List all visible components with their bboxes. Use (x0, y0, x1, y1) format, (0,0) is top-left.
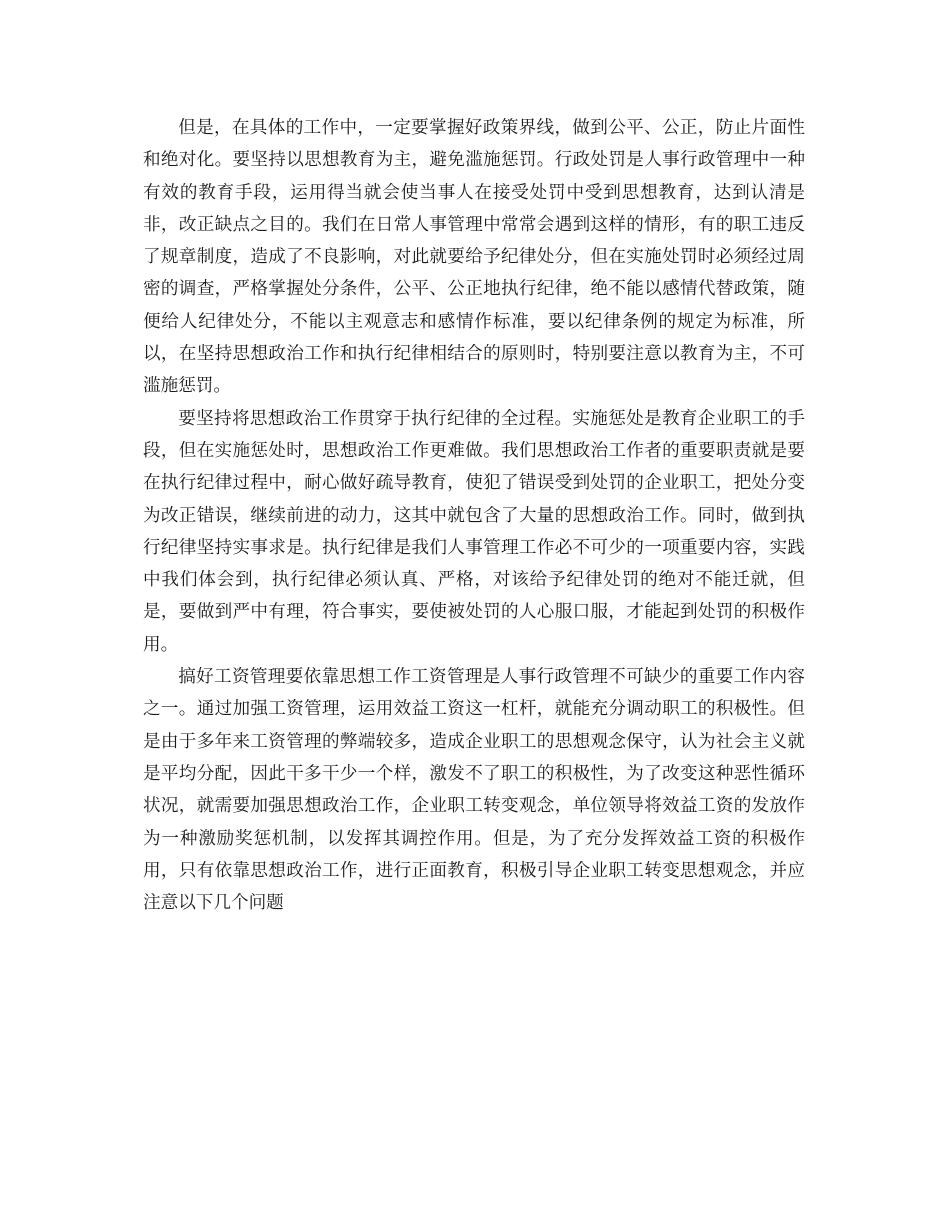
paragraph-1: 但是，在具体的工作中，一定要掌握好政策界线，做到公平、公正，防止片面性和绝对化。要坚持以思想教育为主，避免滥施惩罚。行政处罚是人事行政管理中一种有效的教育手段，运用得当就会使当事人在接受处罚中受到思想教育，达到认清是非，改正缺点之目的。我们在日常人事管理中常常会遇到这样的情形，有的职工违反了规章制度，造成了不良影响，对此就要给予纪律处分，但在实施处罚时必须经过周密的调查，严格掌握处分条件，公平、公正地执行纪律，绝不能以感情代替政策，随便给人纪律处分，不能以主观意志和感情作标准，要以纪律条例的规定为标准，所以，在坚持思想政治工作和执行纪律相结合的原则时，特别要注意以教育为主，不可滥施惩罚。 (143, 118, 805, 397)
paragraph-3: 搞好工资管理要依靠思想工作工资管理是人事行政管理不可缺少的重要工作内容之一。通过加强工资管理，运用效益工资这一杠杆，就能充分调动职工的积极性。但是由于多年来工资管理的弊端较多，造成企业职工的思想观念保守，认为社会主义就是平均分配，因此干多干少一个样，激发不了职工的积极性，为了改变这种恶性循环状况，就需要加强思想政治工作，企业职工转变观念，单位领导将效益工资的发放作为一种激励奖惩机制，以发挥其调控作用。但是，为了充分发挥效益工资的积极作用，只有依靠思想政治工作，进行正面教育，积极引导企业职工转变思想观念，并应注意以下几个问题 (143, 667, 805, 914)
paragraph-2: 要坚持将思想政治工作贯穿于执行纪律的全过程。实施惩处是教育企业职工的手段，但在实施惩处时，思想政治工作更难做。我们思想政治工作者的重要职责就是要在执行纪律过程中，耐心做好疏导教育，使犯了错误受到处罚的企业职工，把处分变为改正错误，继续前进的动力，这其中就包含了大量的思想政治工作。同时，做到执行纪律坚持实事求是。执行纪律是我们人事管理工作必不可少的一项重要内容，实践中我们体会到，执行纪律必须认真、严格，对该给予纪律处罚的绝对不能迁就，但是，要做到严中有理，符合事实，要使被处罚的人心服口服，才能起到处罚的积极作用。 (143, 408, 805, 655)
document-body (143, 112, 805, 919)
